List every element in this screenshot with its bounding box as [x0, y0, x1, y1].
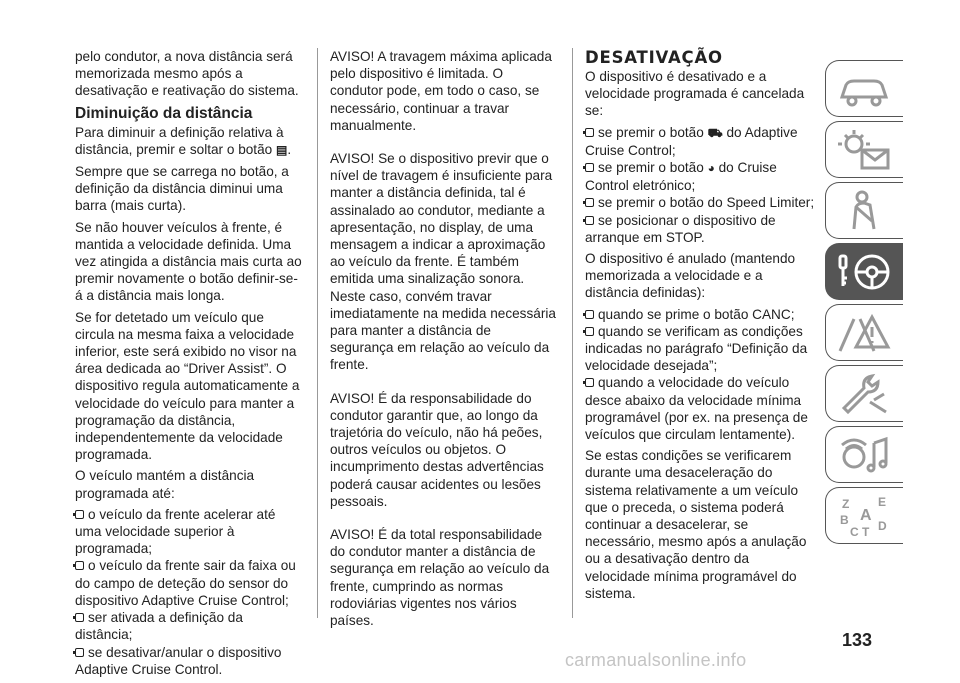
svg-text:Z: Z — [842, 497, 850, 511]
list-item: se premir o botão do Speed Limiter; — [585, 194, 817, 211]
paragraph: Sempre que se carrega no botão, a definição da distância diminui uma barra (mais curta). — [75, 164, 289, 214]
list-item: se premir o botão ⛟ do Adaptive Cruise Control; — [585, 124, 798, 158]
text-column-2 — [330, 48, 558, 645]
watermark: carmanualsonline.info — [565, 650, 747, 670]
svg-text:B: B — [840, 513, 849, 527]
section-heading-diminuicao: Diminuição da distância — [75, 104, 253, 122]
text-column-3 — [585, 48, 817, 606]
page-number: 133 — [842, 630, 873, 650]
list-item: ser ativada a definição da distância; — [75, 610, 243, 643]
paragraph: O veículo mantém a distância programada até: — [75, 468, 255, 501]
bullet-icon — [585, 163, 594, 172]
svg-text:A: A — [860, 507, 872, 524]
tab-starting-driving[interactable] — [825, 243, 903, 300]
list-item: quando se verificam as condições indicadas no parágrafo “Definição da velocidade desejada”; — [585, 323, 808, 374]
list-item: quando a velocidade do veículo desce abaixo da velocidade mínima programável (por ex. na presença de veículos que circulam lentamente). — [585, 375, 808, 443]
warning-paragraph: AVISO! É da responsabilidade do condutor garantir que, ao longo da trajetória do veículo, não há peões, outros veículos ou objetos. O incumprimento destas advertências poderá causar acidentes ou lesões pessoais. — [330, 390, 544, 509]
tab-index[interactable] — [825, 487, 903, 544]
chapter-tabs — [825, 60, 903, 548]
section-heading-desativacao: DESATIVAÇÃO — [585, 48, 723, 67]
list-item: o veículo da frente acelerar até uma velocidade superior à programada; — [75, 506, 276, 557]
bullet-icon — [75, 561, 84, 570]
tab-car-dashboard[interactable] — [825, 60, 903, 117]
bullet-icon — [585, 378, 594, 387]
tab-maintenance[interactable] — [825, 365, 903, 422]
list-item: se desativar/anular o dispositivo Adaptive Cruise Control. — [75, 644, 282, 677]
paragraph: Para diminuir a definição relativa à distância, premir e soltar o botão ▤. — [75, 124, 303, 159]
car-dashboard-icon — [834, 67, 894, 111]
wrench-maintenance-icon — [834, 372, 894, 416]
text-column-1 — [75, 48, 303, 678]
list-item: se premir o botão ◕ do Cruise Control eletrónico; — [585, 160, 777, 194]
list-item: quando se prime o botão CANC; — [585, 306, 817, 323]
road-warning-icon — [834, 311, 894, 355]
svg-text:D: D — [878, 519, 887, 533]
bullet-icon — [585, 216, 594, 225]
warning-paragraph: AVISO! A travagem máxima aplicada pelo dispositivo é limitada. O condutor pode, em todo o caso, se necessário, continuar a travar manualmente. — [330, 49, 552, 133]
list-item: se posicionar o dispositivo de arranque em STOP. — [585, 212, 776, 245]
paragraph: pelo condutor, a nova distância será memorizada mesmo após a desativação e reativação do sistema. — [75, 49, 299, 99]
bullet-icon — [585, 310, 594, 319]
svg-text:C: C — [850, 525, 859, 538]
list-item: o veículo da frente sair da faixa ou do campo de deteção do sensor do dispositivo Adaptive Cruise Control; — [75, 558, 296, 608]
bullet-icon — [585, 128, 594, 137]
index-letters-icon — [834, 494, 894, 538]
warning-lights-envelope-icon — [834, 128, 894, 172]
bullet-icon — [585, 198, 594, 207]
bullet-icon — [75, 648, 84, 657]
tab-emergency[interactable] — [825, 304, 903, 361]
bullet-icon — [585, 327, 594, 336]
svg-text:T: T — [862, 525, 870, 538]
svg-text:E: E — [878, 495, 887, 509]
paragraph: Se não houver veículos à frente, é mantida a velocidade definida. Uma vez atingida a distância mais curta ao premir novamente o botão definir-se-á a distância mais longa. — [75, 219, 302, 304]
tab-multimedia[interactable] — [825, 426, 903, 483]
bullet-icon — [75, 613, 84, 622]
paragraph: O dispositivo é desativado e a velocidade programada é cancelada se: — [585, 69, 805, 119]
bullet-icon — [75, 510, 84, 519]
column-divider — [572, 48, 573, 618]
seat-belt-safety-icon — [834, 189, 894, 233]
warning-paragraph: AVISO! Se o dispositivo previr que o nível de travagem é insuficiente para manter a distância definida, tal é assinalado ao condutor, mediante a apresentação, no display, de uma mensagem a indicar a aproximação ao veículo da frente. É também emitida uma sinalização sonora. Neste caso, convém travar imediatamente na medida necessária para manter a distância de segurança em relação ao veículo da frente. — [330, 151, 556, 373]
tab-safety[interactable] — [825, 182, 903, 239]
column-divider — [317, 48, 318, 618]
adaptive-cruise-icon: ⛟ — [707, 125, 723, 140]
paragraph: Se estas condições se verificarem durante uma desaceleração do sistema relativamente a um veículo que o preceda, o sistema poderá continuar a desacelerar, se necessário, mesmo após a anulação ou a desativação dentro da velocidade mínima programável do sistema. — [585, 448, 807, 601]
paragraph: Se for detetado um veículo que circula na mesma faixa a velocidade inferior, este será exibido no visor na área dedicada ao “Driver Assist”. O dispositivo regula automaticamente a velocidade do veículo para manter a programação da distância, independentemente da velocidade programada. — [75, 309, 300, 463]
warning-paragraph: AVISO! É da total responsabilidade do condutor manter a distância de segurança em relação ao veículo da frente, cumprindo as normas rodoviárias vigentes nos vários países. — [330, 527, 550, 629]
cruise-control-icon: ◕ — [707, 161, 715, 176]
key-steering-wheel-icon — [834, 250, 894, 294]
multimedia-icon — [834, 433, 894, 477]
paragraph: O dispositivo é anulado (mantendo memorizada a velocidade e a distância definidas): — [585, 251, 796, 301]
distance-button-icon: ▤ — [276, 142, 288, 157]
tab-warning-lights[interactable] — [825, 121, 903, 178]
